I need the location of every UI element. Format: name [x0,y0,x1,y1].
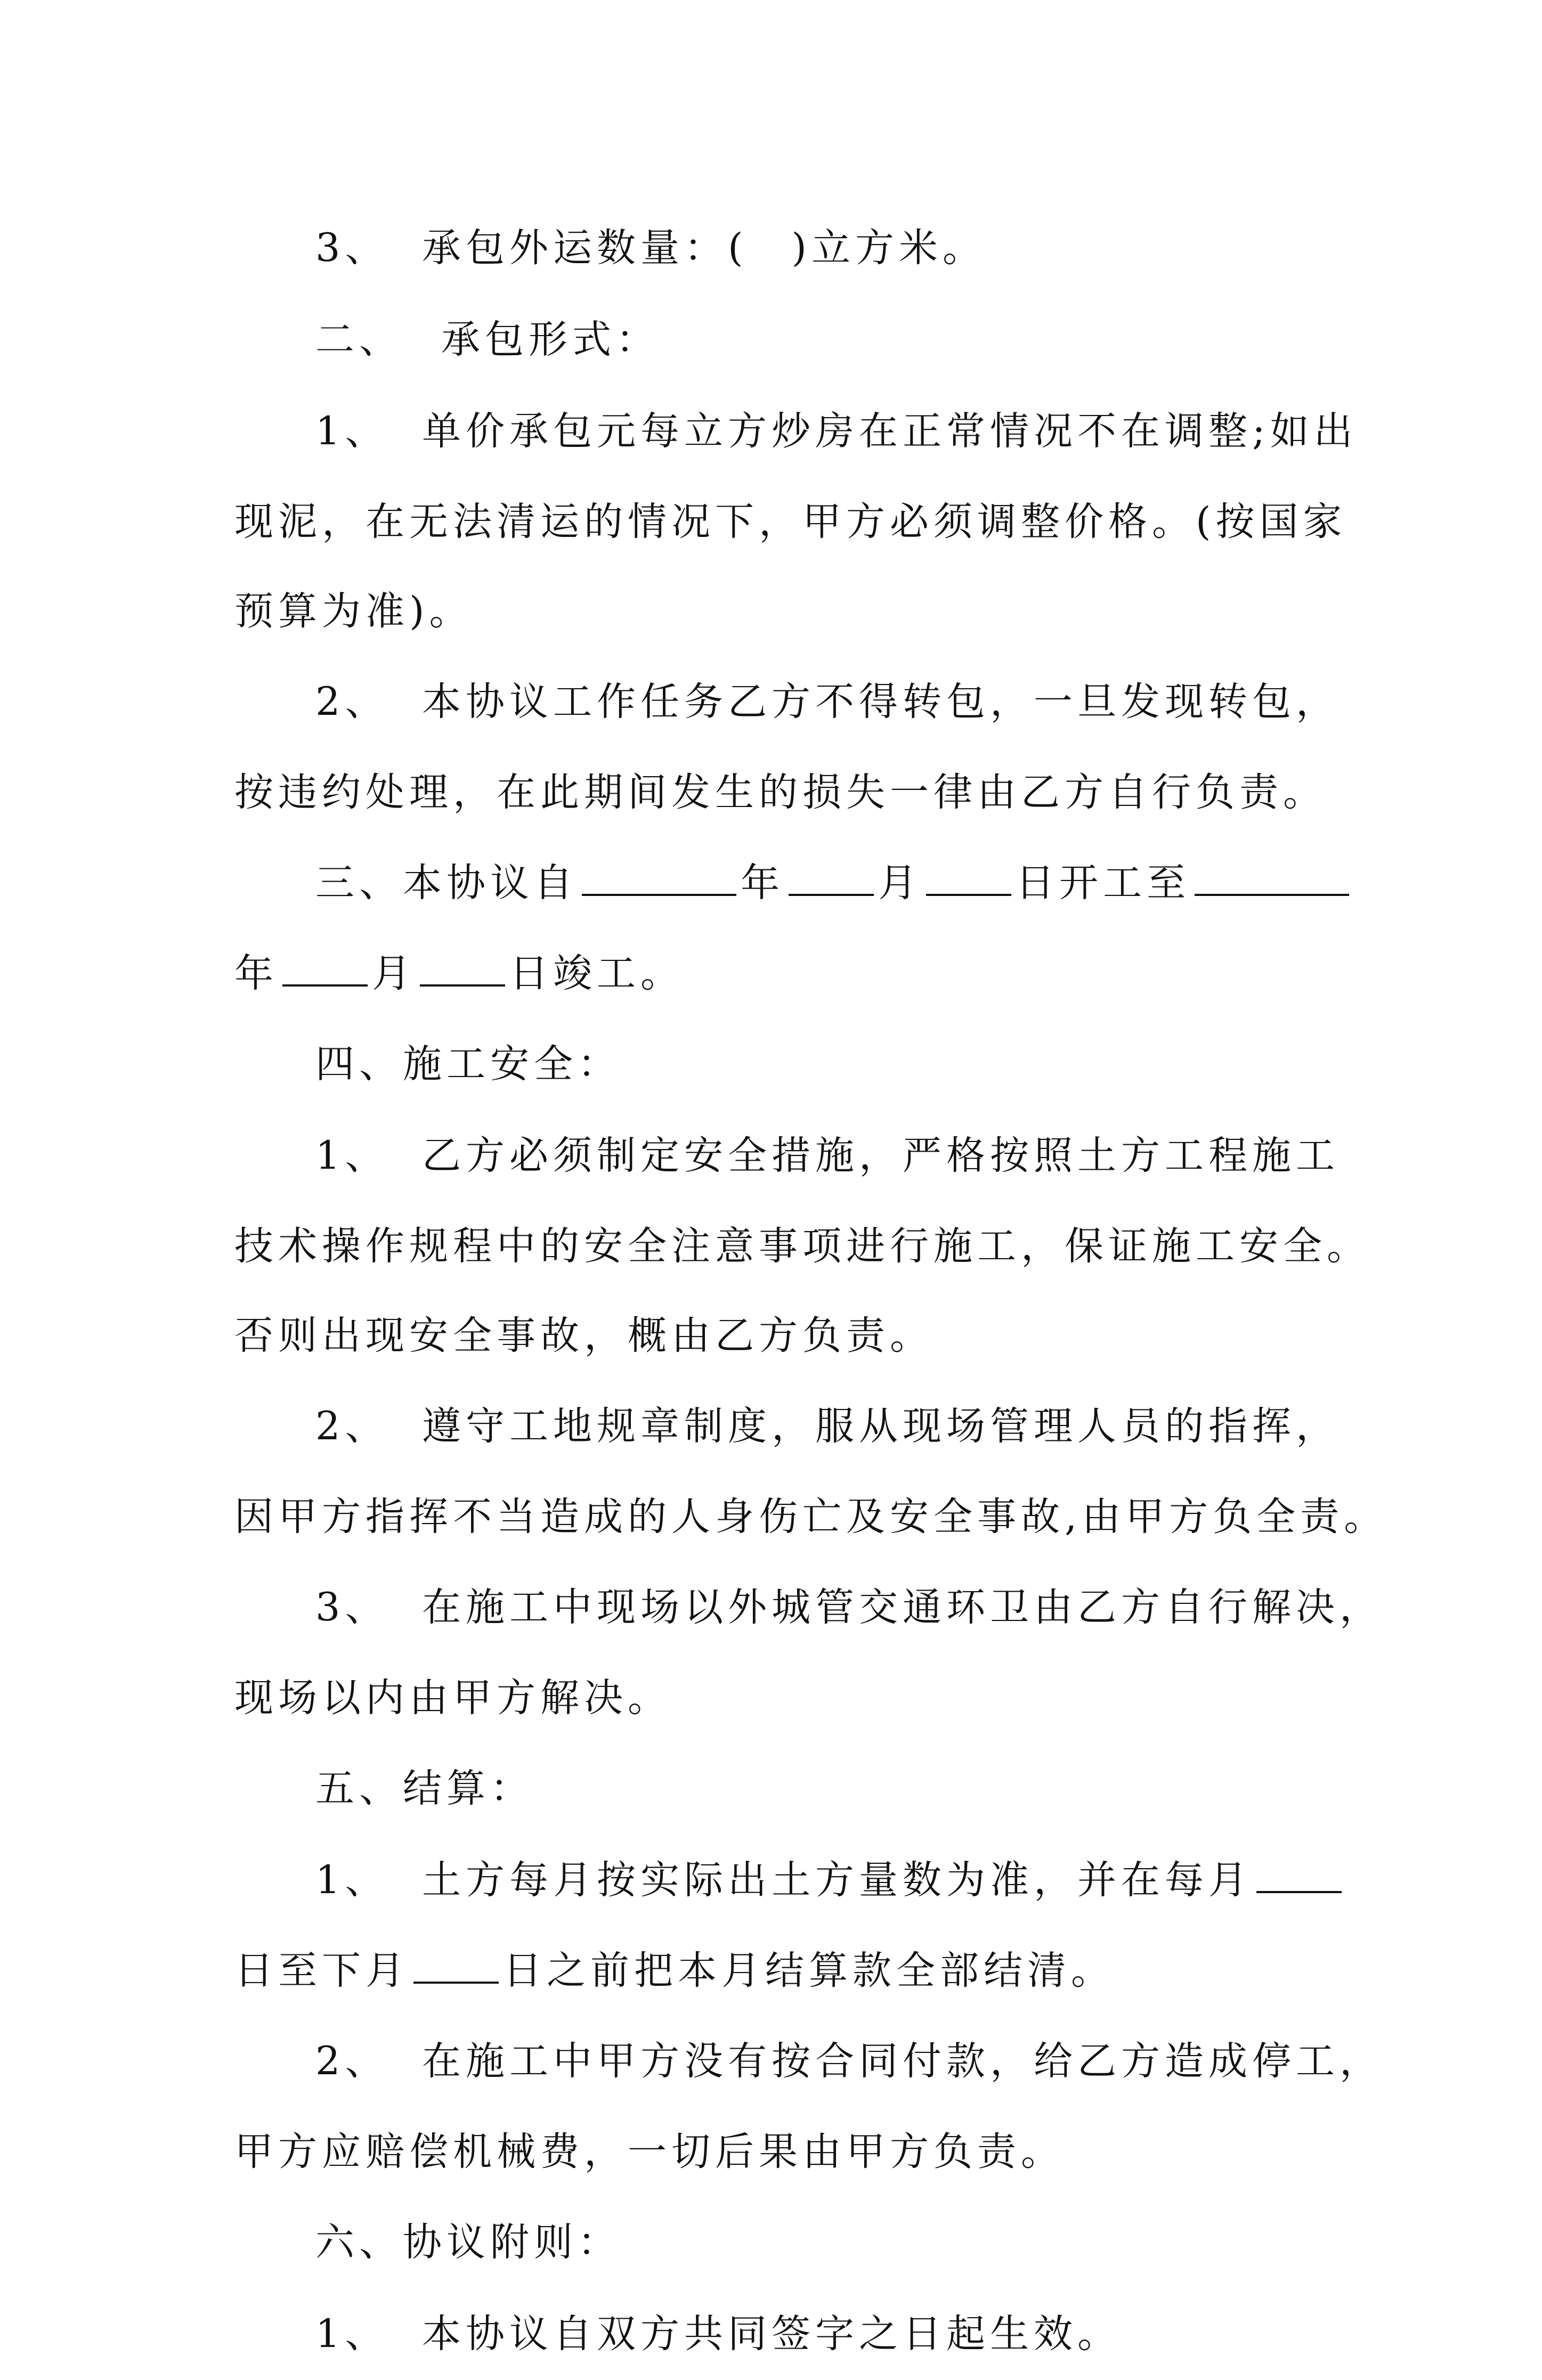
clause-5-2-line-2: 甲方应赔偿机械费，一切后果由甲方负责。 [234,2129,1065,2174]
section-3-text: 三、本协议自 [315,860,578,906]
clause-number: 2、 [315,1404,389,1449]
blank-start-year [582,862,736,896]
blank-start-day [926,862,1011,896]
clause-text: 承包外运数量：( )立方米。 [422,225,986,271]
section-title: 承包形式： [441,317,660,362]
clause-5-1-line-1 [234,1835,1311,1926]
clause-3-quantity [234,202,1311,294]
clause-4-1-line-1 [234,1110,1340,1202]
year-label: 年 [741,860,784,906]
clause-4-2-line-2: 因甲方指挥不当造成的人身伤亡及安全事故,由甲方负全责。 [234,1494,1388,1539]
clause-text: 单价承包元每立方炒房在正常情况不在调整;如出 [422,409,1358,454]
clause-text: 遵守工地规章制度，服从现场管理人员的指挥， [422,1404,1340,1449]
clause-4-1-line-2: 技术操作规程中的安全注意事项进行施工，保证施工安全。 [234,1224,1370,1269]
clause-4-3-line-1 [234,1562,1383,1653]
section-6-heading: 六、协议附则： [315,2220,621,2265]
clause-text: 乙方必须制定安全措施，严格按照土方工程施工 [422,1133,1340,1178]
section-5-heading: 五、结算： [315,1766,534,1811]
clause-2-1-line-2: 现泥，在无法清运的情况下，甲方必须调整价格。(按国家 [234,499,1347,544]
clause-4-3-line-2: 现场以内由甲方解决。 [234,1675,671,1721]
blank-end-year [1195,862,1349,896]
clause-number: 2、 [315,2039,389,2084]
clause-5-1-line-2 [234,1926,1311,2016]
clause-6-1 [234,2288,1311,2380]
clause-2-1-line-1 [234,386,1358,477]
document-body [234,202,1388,2380]
clause-2-2-line-2: 按违约处理，在此期间发生的损失一律由乙方自行负责。 [234,770,1327,815]
clause-text: 在施工中现场以外城管交通环卫由乙方自行解决， [422,1585,1383,1630]
month-label: 月 [878,860,922,906]
clause-2-2-line-1 [234,656,1340,748]
section-4-heading: 四、施工安全： [315,1041,621,1087]
section-number: 二、 [315,317,403,362]
clause-number: 3、 [315,225,389,271]
clause-text: 本协议工作任务乙方不得转包，一旦发现转包， [422,679,1340,724]
clause-5-2-line-1 [234,2016,1383,2107]
section-2-heading [234,294,1311,386]
clause-number: 1、 [315,2311,389,2357]
clause-4-1-line-3: 否则出现安全事故，概由乙方负责。 [234,1313,934,1358]
clause-number: 1、 [315,1133,389,1178]
clause-text: 本协议自双方共同签字之日起生效。 [422,2311,1121,2357]
year-label: 年 [234,951,278,996]
blank-settle-day [1256,1859,1342,1893]
end-day-label: 日竣工。 [509,951,684,996]
clause-number: 3、 [315,1585,389,1630]
clause-text: 在施工中甲方没有按合同付款，给乙方造成停工， [422,2039,1383,2084]
blank-start-month [789,862,874,896]
clause-text: 土方每月按实际出土方量数为准，并在每月 [422,1857,1252,1903]
blank-next-month-day [413,1950,499,1984]
clause-2-1-line-3: 预算为准)。 [234,589,473,634]
clause-number: 2、 [315,679,389,724]
clause-text: 日之前把本月结算款全部结清。 [503,1948,1115,1993]
clause-4-2-line-1 [234,1381,1340,1472]
blank-end-day [420,952,505,987]
blank-end-month [282,952,368,987]
start-day-label: 日开工至 [1016,860,1190,906]
section-3-line-1 [234,837,1311,929]
clause-number: 1、 [315,409,389,454]
section-3-line-2 [234,929,1311,1018]
month-label: 月 [372,951,416,996]
clause-text: 日至下月 [234,1948,409,1993]
clause-number: 1、 [315,1857,389,1903]
